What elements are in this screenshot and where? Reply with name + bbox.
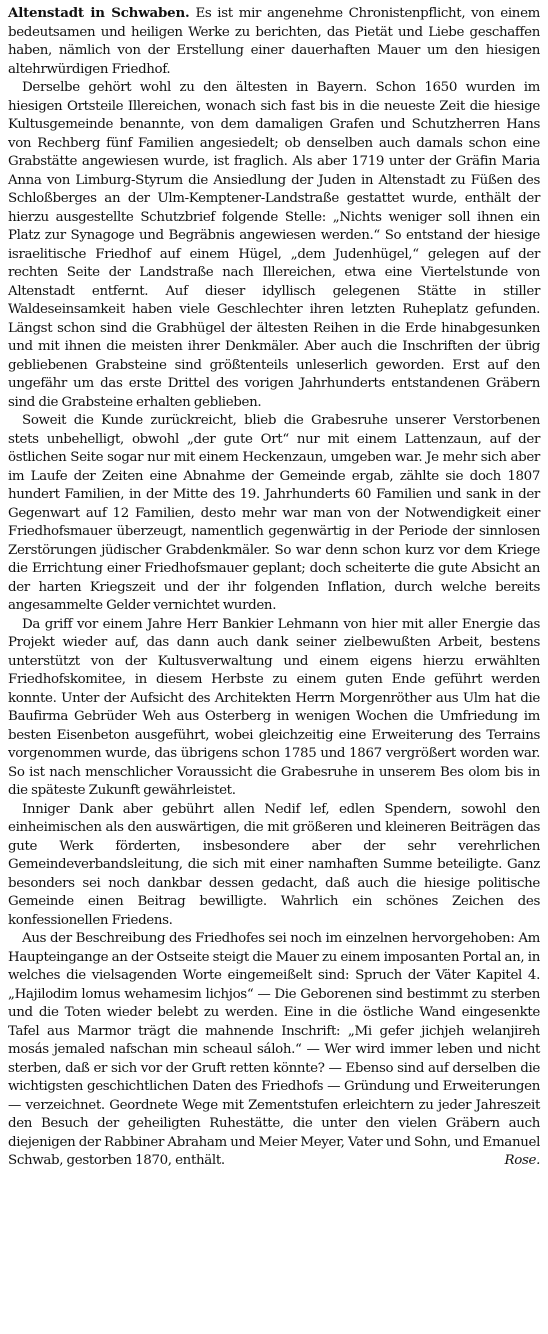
article-paragraph: Derselbe gehört wohl zu den ältesten in Bayern. Schon 1650 wurden im hiesigen Ortsteile Illereichen, wonach sich fast bis in die neueste Zeit die hiesige Kultusgemeinde benannte, von dem damaligen Grafen und Schutzherren Hans von Rechberg fünf Familien angesiedelt; ob denselben auch damals schon eine Grabstätte angewiesen wurde, ist fraglich. Als aber 1719 unter der Gräfin Maria Anna von Limburg-Styrum die Ansiedlung der Juden in Altenstadt zu Füßen des Schloßberges an der Ulm-Kemptener-Landstraße gestattet wurde, enthält der hierzu ausgestellte Schutzbrief folgende Stelle: „Nichts weniger soll ihnen ein Platz zur Synagoge und Begräbnis angewiesen werden.“ So entstand der hiesige israelitische Friedhof auf einem Hügel, „dem Judenhügel,“ gelegen auf der rechten Seite der Landstraße nach Illereichen, etwa eine Viertelstunde von Altenstadt entfernt. Auf dieser idyllisch gelegenen Stätte in stiller Waldeseinsamkeit haben viele Geschlechter ihren letzten Ruheplatz gefunden. Längst schon sind die Grabhügel der ältesten Reihen in die Erde hinabgesunken und mit ihnen die meisten ihrer Denkmäler. Aber auch die Inschriften der übrig gebliebenen Grabsteine sind größtenteils unleserlich geworden. Erst auf den ungefähr um das erste Drittel des vorigen Jahrhunderts entstandenen Gräbern sind die Grabsteine erhalten geblieben. bbox=[8, 80, 540, 410]
paragraph-text: Es ist mir angenehme Chronistenpflicht, von einem bedeutsamen und heiligen Werke zu berichten, das Pietät und Liebe geschaffen haben, nämlich von der Erstellung einer dauerhaften Mauer um den hiesigen altehrwürdigen Friedhof. bbox=[8, 6, 540, 77]
article-headline: Altenstadt in Schwaben. bbox=[8, 5, 190, 21]
paragraph-text: Aus der Beschreibung des Friedhofes sei noch im einzelnen hervorgehoben: Am Haupteingange an der Ostseite steigt die Mauer zu einem imposanten Portal an, in welches die vielsagenden Worte eingemeißelt sind: Spruch der Väter Kapitel 4. „Hajilodim lomus wehamesim lichjos“ — Die Geborenen sind bestimmt zu sterben und die Toten wieder belebt zu werden. Eine in die östliche Wand eingesenkte Tafel aus Marmor trägt die mahnende Inschrift: „Mi gefer jichjeh welanjireh mosás jemaled nafschan min scheaul sáloh.“ — Wer wird immer leben und nicht sterben, daß er sich vor der Gruft retten könnte? — Ebenso sind auf derselben die wichtigsten geschichtlichen Daten des Friedhofs — Gründung und Erweiterungen — verzeichnet. Geordnete Wege mit Zementstufen erleichtern zu jeder Jahreszeit den Besuch der geheiligten Ruhestätte, die unter den vielen Gräbern auch diejenigen der Rabbiner Abraham und Meier Meyer, Vater und Sohn, und Emanuel Schwab, gestorben 1870, enthält. bbox=[8, 931, 540, 1168]
article-paragraph: Inniger Dank aber gebührt allen Nedif lef, edlen Spendern, sowohl den einheimischen als den auswärtigen, die mit größeren und kleineren Beiträgen das gute Werk förderten, insbesondere aber der sehr verehrlichen Gemeindeverbandsleitung, die sich mit einer namhaften Summe beteiligte. Ganz besonders sei noch dankbar dessen gedacht, daß auch die hiesige politische Gemeinde einen Beitrag bewilligte. Wahrlich ein schönes Zeichen des konfessionellen Friedens. bbox=[8, 801, 540, 928]
article-paragraph: Soweit die Kunde zurückreicht, blieb die Grabesruhe unserer Verstorbenen stets unbehelligt, obwohl „der gute Ort“ nur mit einem Lattenzaun, auf der östlichen Seite sogar nur mit einem Heckenzaun, umgeben war. Je mehr sich aber im Laufe der Zeiten eine Abnahme der Gemeinde ergab, zählte sie doch 1807 hundert Familien, in der Mitte des 19. Jahrhunderts 60 Familien und sank in der Gegenwart auf 12 Familien, desto mehr war man von der Notwendigkeit einer Friedhofsmauer überzeugt, namentlich gegenwärtig in der Periode der sinnlosen Zerstörungen jüdischer Grabdenkmäler. So war denn schon kurz vor dem Kriege die Errichtung einer Friedhofsmauer geplant; doch scheiterte die gute Absicht an der harten Kriegszeit und der ihr folgenden Inflation, durch welche bereits angesammelte Gelder vernichtet wurden. bbox=[8, 413, 540, 613]
article-body bbox=[8, 4, 540, 1171]
newspaper-clipping bbox=[6, 0, 542, 1334]
article-paragraph bbox=[8, 930, 540, 1171]
article-paragraph: Da griff vor einem Jahre Herr Bankier Lehmann von hier mit aller Energie das Projekt wieder auf, das dann auch dank seiner zielbewußten Arbeit, bestens unterstützt von der Kultusverwaltung und einem eigens hierzu erwählten Friedhofskomitee, in diesem Herbste zu einem guten Ende geführt werden konnte. Unter der Aufsicht des Architekten Herrn Morgenröther aus Ulm hat die Baufirma Gebrüder Weh aus Osterberg in wenigen Wochen die Umfriedung im besten Eisenbeton ausgeführt, wobei gleichzeitig eine Erweiterung des Terrains vorgenommen wurde, das übrigens schon 1785 und 1867 vergrößert worden war. So ist nach menschlicher Voraussicht die Grabesruhe in unserem Bes olom bis in die späteste Zukunft gewährleistet. bbox=[8, 616, 540, 798]
article-paragraph bbox=[8, 4, 540, 79]
author-signature: Rose. bbox=[504, 1153, 540, 1168]
